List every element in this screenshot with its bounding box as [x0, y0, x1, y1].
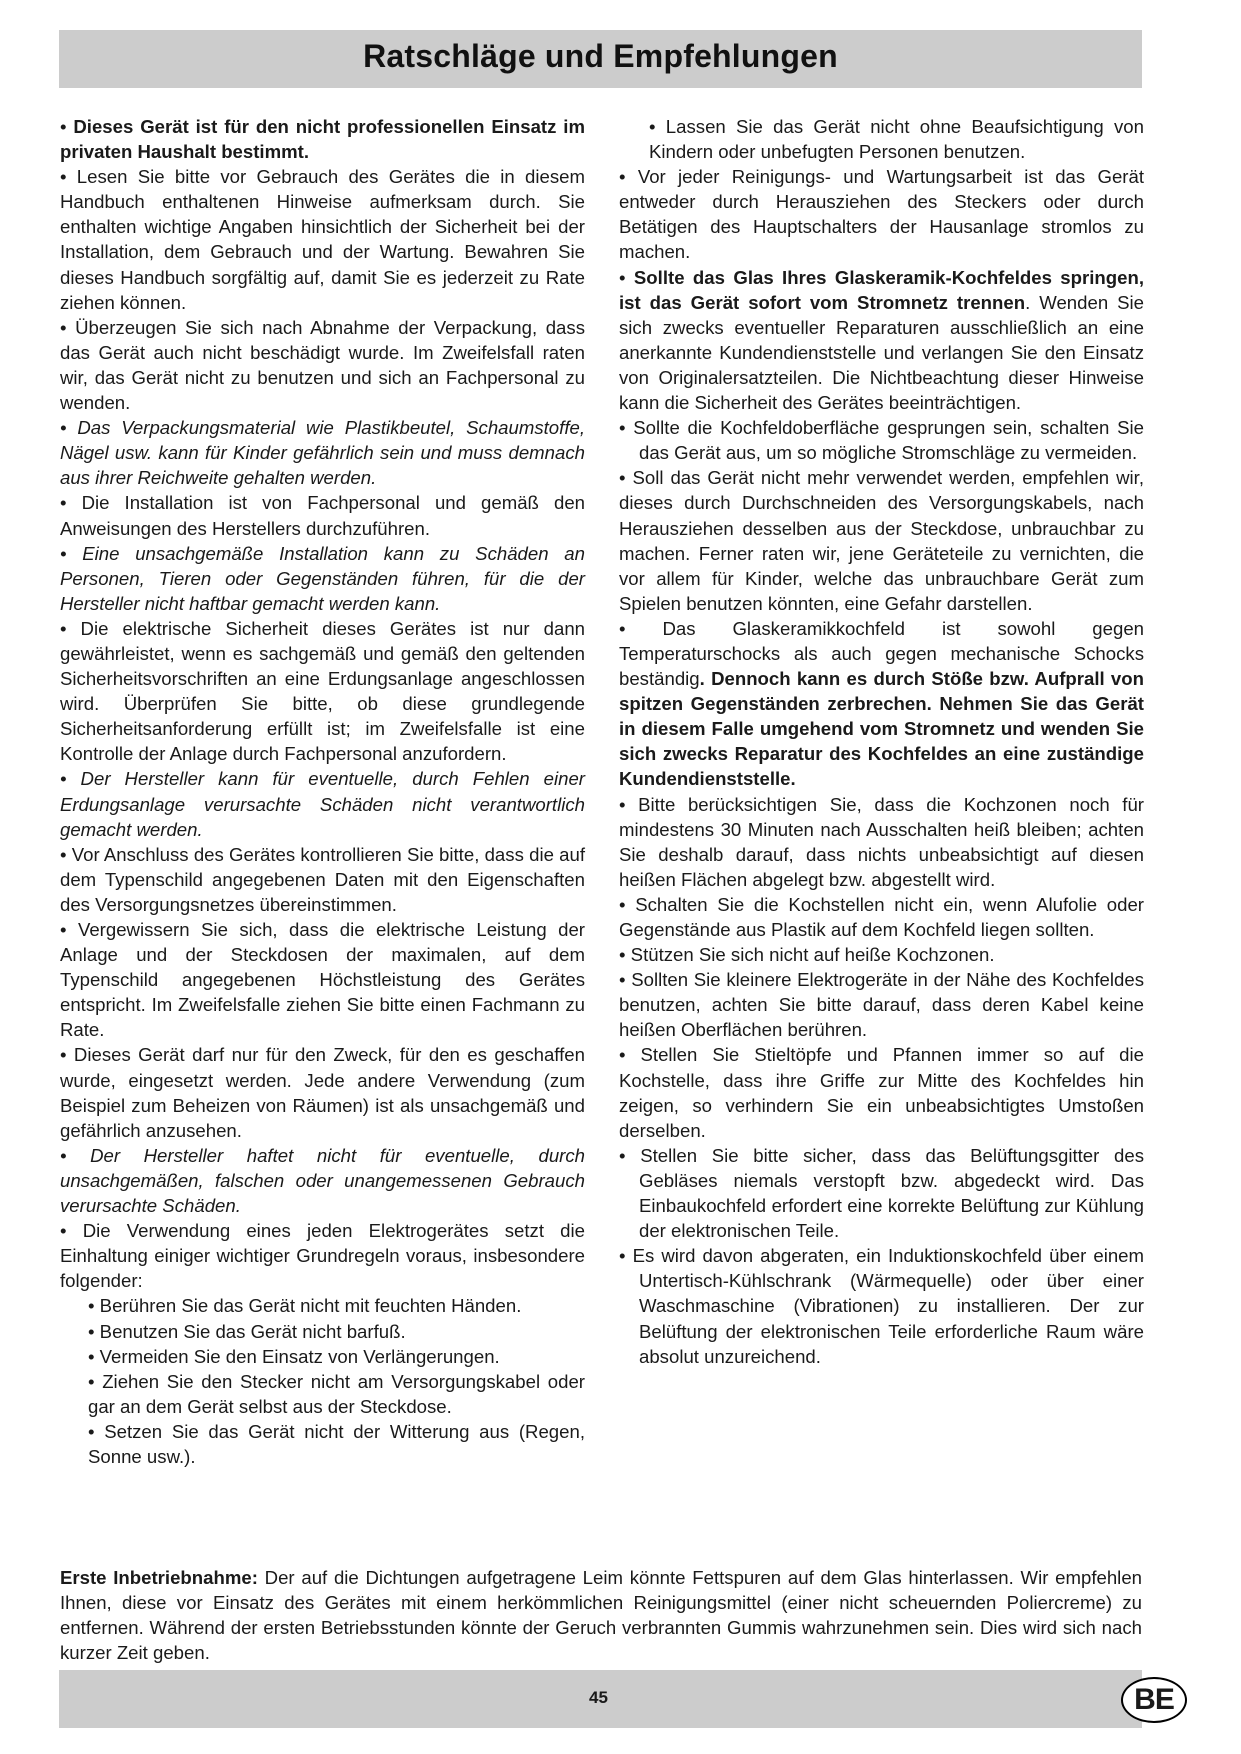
safety-instruction [60, 1419, 585, 1469]
footer-bar [59, 1670, 1174, 1728]
instruction-text: • Das Glaskeramikkochfeld ist sowohl gegen Temperaturschocks als auch gegen mechanische Schocks beständig [619, 617, 1144, 690]
safety-instruction [619, 967, 1144, 1042]
instruction-text: • [60, 116, 74, 137]
safety-instruction [60, 1344, 585, 1369]
first-use-text: Der auf die Dichtungen aufgetragene Leim könnte Fettspuren auf dem Glas hinterlassen. Wir empfehlen Ihnen, diese vor Einsatz des Gerätes mit einem herkömmlichen Reinigungsmittel (einer nicht scheuernden Poliercreme) zu entfernen. Während der ersten Betriebsstunden könnte der Geruch verbrannten Gummis wahrzunehmen sein. Dies wird sich nach kurzer Zeit geben. [60, 1567, 1142, 1664]
instruction-text: • Dieses Gerät darf nur für den Zweck, für den es geschaffen wurde, eingesetzt werden. Jede andere Verwendung (zum Beispiel zum Beheizen von Räumen) ist als unsachgemäß und gefährlich anzusehen. [60, 1044, 585, 1141]
safety-instruction [60, 1143, 585, 1218]
instruction-text: • Der Hersteller haftet nicht für eventuelle, durch unsachgemäßen, falschen oder unangemessenen Gebrauch verursachte Schäden. [60, 1144, 585, 1217]
safety-instruction [619, 114, 1144, 164]
safety-instruction [60, 616, 585, 767]
page-number: 45 [589, 1688, 608, 1707]
instruction-text: • Stellen Sie Stieltöpfe und Pfannen immer so auf die Kochstelle, dass ihre Griffe zur Mitte des Kochfeldes hin zeigen, so verhindern Sie ein unbeabsichtigtes Umstoßen derselben. [619, 1044, 1144, 1141]
instruction-text: • Soll das Gerät nicht mehr verwendet werden, empfehlen wir, dieses durch Durchschneiden des Versorgungskabels, nach Herausziehen desselben aus der Steckdose, unbrauchbar zu machen. Ferner raten wir, jene Geräteteile zu vernichten, die vor allem für Kinder, welche das unbrauchbare Gerät zum Spielen benutzen könnten, eine Gefahr darstellen. [619, 467, 1144, 614]
safety-instruction [60, 766, 585, 841]
instruction-text: • Schalten Sie die Kochstellen nicht ein, wenn Alufolie oder Gegenstände aus Plastik auf dem Kochfeld liegen sollten. [619, 893, 1144, 940]
instruction-text: . Wenden Sie sich zwecks eventueller Reparaturen ausschließlich an eine anerkannte Kundendienststelle und verlangen Sie den Einsatz von Originalersatzteilen. Die Nichtbeachtung dieser Hinweise kann die Sicherheit des Gerätes beeinträchtigen. [619, 291, 1144, 414]
safety-instruction [60, 164, 585, 315]
instruction-text: • Lesen Sie bitte vor Gebrauch des Gerätes die in diesem Handbuch enthaltenen Hinweise aufmerksam durch. Sie enthalten wichtige Angaben hinsichtlich der Sicherheit bei der Installation, dem Gebrauch und der Wartung. Bewahren Sie dieses Handbuch sorgfältig auf, damit Sie es jederzeit zu Rate ziehen können. [60, 166, 585, 313]
page-title: Ratschläge und Empfehlungen [363, 38, 838, 74]
safety-instruction [619, 892, 1144, 942]
country-code-badge: BE [1121, 1677, 1187, 1723]
safety-instruction [619, 1243, 1144, 1368]
safety-instruction [60, 1319, 585, 1344]
safety-instruction [619, 792, 1144, 892]
instruction-text: • Vor jeder Reinigungs- und Wartungsarbeit ist das Gerät entweder durch Herausziehen des Steckers oder durch Betätigen des Hauptschalters der Hausanlage stromlos zu machen. [619, 166, 1144, 263]
instruction-text: • Setzen Sie das Gerät nicht der Witterung aus (Regen, Sonne usw.). [88, 1420, 585, 1467]
safety-instruction [60, 1369, 585, 1419]
instruction-bold-text: Sollte das Glas Ihres Glaskeramik-Kochfeldes springen, ist das Gerät sofort vom Stromnetz trennen [619, 266, 1144, 313]
safety-instruction [60, 1293, 585, 1318]
first-use-label: Erste Inbetriebnahme: [60, 1567, 258, 1588]
safety-instruction [619, 164, 1144, 264]
instruction-text: • Stellen Sie bitte sicher, dass das Belüftungsgitter des Gebläses niemals verstopft bzw. abgedeckt wird. Das Einbaukochfeld erfordert eine korrekte Belüftung zur Kühlung der elektronischen Teile. [619, 1144, 1144, 1242]
instruction-text: • Stützen Sie sich nicht auf heiße Kochzonen. [619, 944, 995, 966]
instruction-text: • Das Verpackungsmaterial wie Plastikbeutel, Schaumstoffe, Nägel usw. kann für Kinder gefährlich sein und muss demnach aus ihrer Reichweite gehalten werden. [60, 417, 585, 489]
safety-instruction [619, 415, 1144, 465]
instruction-bold-text: Dieses Gerät ist für den nicht professionellen Einsatz im privaten Haushalt bestimmt. [60, 116, 585, 163]
safety-instruction [619, 265, 1144, 416]
safety-instruction [60, 490, 585, 540]
safety-instruction [619, 1143, 1144, 1243]
instruction-bold-text: . Dennoch kann es durch Stöße bzw. Aufprall von spitzen Gegenständen zerbrechen. Nehmen Sie das Gerät in diesem Falle umgehend vom Stromnetz und wenden Sie sich zwecks Reparatur des Kochfeldes an eine zuständige Kundendienststelle. [619, 668, 1144, 790]
first-use-paragraph [60, 1565, 1142, 1665]
instruction-text: • Sollte die Kochfeldoberfläche gesprungen sein, schalten Sie das Gerät aus, um so mögliche Stromschläge zu vermeiden. [619, 417, 1144, 464]
safety-instruction [619, 465, 1144, 616]
instruction-text: • Ziehen Sie den Stecker nicht am Versorgungskabel oder gar an dem Gerät selbst aus der Steckdose. [88, 1370, 585, 1417]
instruction-text: • Lassen Sie das Gerät nicht ohne Beaufsichtigung von Kindern oder unbefugten Personen benutzen. [649, 116, 1144, 163]
instruction-text: • [619, 266, 634, 288]
instruction-text: • Sollten Sie kleinere Elektrogeräte in der Nähe des Kochfeldes benutzen, achten Sie bitte darauf, dass deren Kabel keine heißen Oberflächen berühren. [619, 969, 1144, 1041]
instruction-text: • Die Installation ist von Fachpersonal und gemäß den Anweisungen des Herstellers durchzuführen. [60, 492, 585, 539]
right-column [619, 114, 1144, 1369]
instruction-text: • Die Verwendung eines jeden Elektrogerätes setzt die Einhaltung einiger wichtiger Grundregeln voraus, insbesondere folgender: [60, 1220, 585, 1292]
safety-instruction [619, 616, 1144, 792]
instruction-text: • Vermeiden Sie den Einsatz von Verlängerungen. [88, 1345, 500, 1367]
safety-instruction [60, 1218, 585, 1293]
instruction-text: • Vor Anschluss des Gerätes kontrollieren Sie bitte, dass die auf dem Typenschild angegebenen Daten mit den Eigenschaften des Versorgungsnetzes übereinstimmen. [60, 843, 585, 915]
safety-instruction [60, 917, 585, 1042]
safety-instruction [619, 1042, 1144, 1142]
instruction-text: • Berühren Sie das Gerät nicht mit feuchten Händen. [88, 1295, 522, 1317]
instruction-text: • Vergewissern Sie sich, dass die elektrische Leistung der Anlage und der Steckdosen der maximalen, auf dem Typenschild angegebenen Höchstleistung des Gerätes entspricht. Im Zweifelsfalle ziehen Sie bitte einen Fachmann zu Rate. [60, 919, 585, 1041]
safety-instruction [60, 842, 585, 917]
safety-instruction [619, 942, 1144, 967]
safety-instruction [60, 541, 585, 616]
instruction-text: • Der Hersteller kann für eventuelle, durch Fehlen einer Erdungsanlage verursachte Schäden nicht verantwortlich gemacht werden. [60, 768, 585, 840]
left-column [60, 114, 585, 1469]
safety-instruction [60, 114, 585, 164]
instruction-text: • Benutzen Sie das Gerät nicht barfuß. [88, 1320, 406, 1342]
instruction-text: • Bitte berücksichtigen Sie, dass die Kochzonen noch für mindestens 30 Minuten nach Ausschalten heiß bleiben; achten Sie deshalb darauf, dass nichts unbeabsichtigt auf diesen heißen Flächen abgelegt bzw. abgestellt wird. [619, 793, 1144, 890]
safety-instruction [60, 1042, 585, 1142]
instruction-text: • Überzeugen Sie sich nach Abnahme der Verpackung, dass das Gerät auch nicht beschädigt wurde. Im Zweifelsfall raten wir, das Gerät nicht zu benutzen und sich an Fachpersonal zu wenden. [60, 316, 585, 414]
instruction-text: • Eine unsachgemäße Installation kann zu Schäden an Personen, Tieren oder Gegenständen führen, für die der Hersteller nicht haftbar gemacht werden kann. [60, 542, 585, 614]
header-bar [59, 30, 1142, 88]
safety-instruction [60, 415, 585, 490]
instruction-text: • Es wird davon abgeraten, ein Induktionskochfeld über einem Untertisch-Kühlschrank (Wärmequelle) oder über einer Waschmaschine (Vibrationen) zu installieren. Der zur Belüftung der elektronischen Teile erforderliche Raum wäre absolut unzureichend. [619, 1245, 1144, 1367]
instruction-text: • Die elektrische Sicherheit dieses Gerätes ist nur dann gewährleistet, wenn es sachgemäß und gemäß den geltenden Sicherheitsvorschriften an eine Erdungsanlage angeschlossen wird. Überprüfen Sie bitte, ob diese grundlegende Sicherheitsanforderung erfüllt ist; im Zweifelsfalle ist eine Kontrolle der Anlage durch Fachpersonal anzufordern. [60, 617, 585, 765]
safety-instruction [60, 315, 585, 415]
